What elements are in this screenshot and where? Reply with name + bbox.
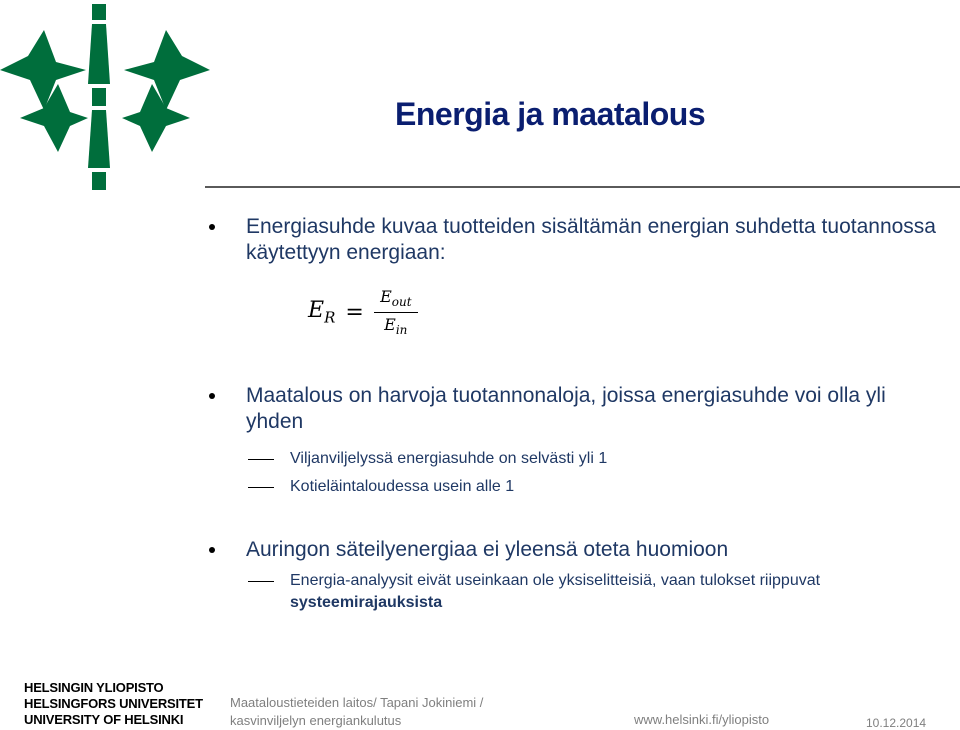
footer-department: [230, 694, 483, 730]
sub-bullet-text: Kotieläintaloudessa usein alle 1: [290, 478, 515, 495]
sub-bullet-dash: [248, 487, 274, 488]
formula-fraction: [374, 287, 418, 336]
bullet-text: Energiasuhde kuvaa tuotteiden sisältämän energian suhdetta tuotannossa käytettyyn energiaan:: [246, 215, 936, 264]
title-divider: [205, 186, 960, 188]
formula-denominator: $E_{in}$: [384, 314, 408, 337]
formula-numerator: $E_{out}$: [380, 287, 412, 310]
sub-bullet-dash: [248, 459, 274, 460]
bullet-text: Auringon säteilyenergiaa ei yleensä oteta huomioon: [246, 538, 729, 561]
sub-bullet-text: Viljanviljelyssä energiasuhde on selvästi yli 1: [290, 450, 608, 467]
bullet-energy-ratio: [246, 214, 946, 266]
university-flame-logo: [0, 0, 210, 200]
slide-title: Energia ja maatalous: [395, 96, 706, 132]
university-name-fi: HELSINGIN YLIOPISTO: [24, 680, 164, 695]
footer-university-name: [24, 680, 203, 728]
energy-ratio-formula: [308, 284, 418, 340]
bullet-agriculture: [246, 383, 926, 435]
fraction-bar: [374, 312, 418, 313]
bullet-dot: [209, 393, 215, 399]
sub-bullet-analysis: [290, 570, 890, 614]
footer-url: www.helsinki.fi/yliopisto: [634, 712, 770, 727]
sub-bullet-dash: [248, 581, 274, 582]
bullet-text: Maatalous on harvoja tuotannonaloja, joissa energiasuhde voi olla yli yhden: [246, 384, 886, 433]
bullet-dot: [209, 547, 215, 553]
department-line-2: kasvinviljelyn energiankulutus: [230, 713, 402, 728]
formula-lhs: $E_R$: [308, 297, 336, 327]
bullet-dot: [209, 224, 215, 230]
sub-bullet-text: Energia-analyysit eivät useinkaan ole yksiselitteisiä, vaan tulokset riippuvat: [290, 572, 821, 589]
sub-bullet-emphasis: systeemirajauksista: [290, 594, 443, 611]
university-name-en: UNIVERSITY OF HELSINKI: [24, 712, 184, 727]
formula-equals: =: [345, 299, 364, 325]
department-line-1: Maataloustieteiden laitos/ Tapani Jokiniemi /: [230, 695, 484, 710]
footer-date: 10.12.2014: [866, 716, 927, 730]
university-name-sv: HELSINGFORS UNIVERSITET: [24, 696, 203, 711]
sub-bullet-grain: [290, 448, 607, 470]
sub-bullet-livestock: [290, 476, 514, 498]
bullet-solar: [246, 537, 926, 563]
